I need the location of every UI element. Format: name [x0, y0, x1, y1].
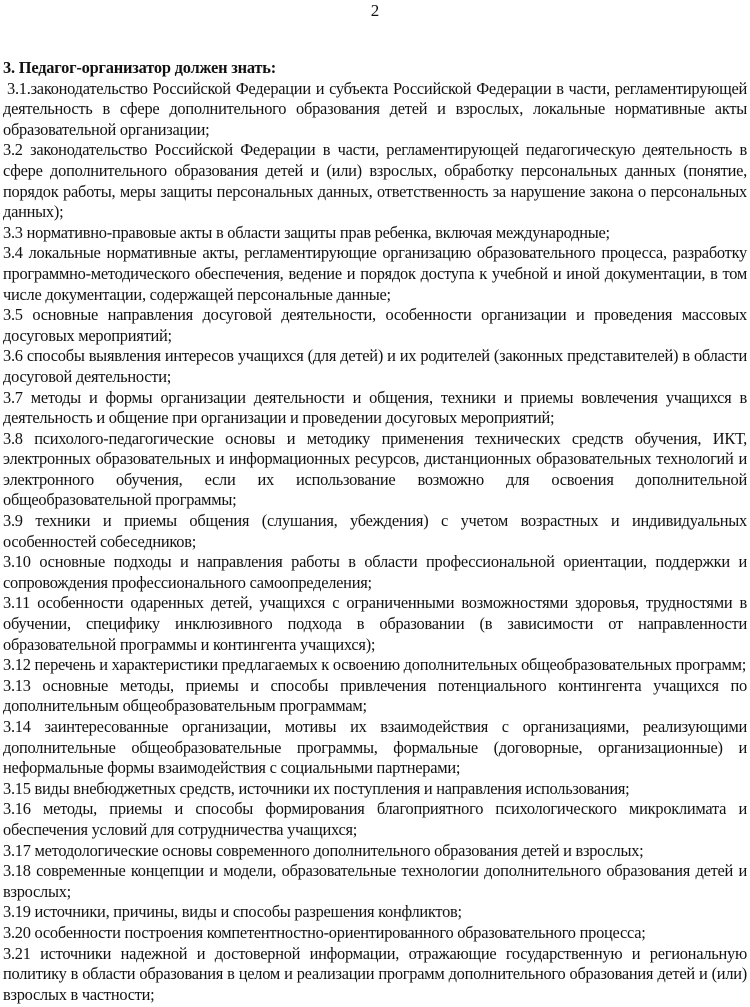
section-heading: 3. Педагог-организатор должен знать: [3, 58, 276, 77]
list-item-3-4: 3.4 локальные нормативные акты, регламентирующие организацию образовательного процесса, разработку программно-методического обеспечения, ведение и порядок доступа к учебной и иной документации, в том числе документации, содержащей персональные данные; [3, 243, 747, 304]
list-item-3-2: 3.2 законодательство Российской Федерации в части, регламентирующей педагогическую деятельность в сфере дополнительного образования детей и (или) взрослых, обработку персональных данных (понятие, порядок работы, меры защиты персональных данных, ответственность за нарушение закона о персональных данных); [3, 140, 747, 222]
list-item-3-11: 3.11 особенности одаренных детей, учащихся с ограниченными возможностями здоровья, трудностями в обучении, специфику инклюзивного подхода в образовании (в зависимости от направленности образовательной программы и контингента учащихся); [3, 593, 747, 654]
list-item-3-21: 3.21 источники надежной и достоверной информации, отражающие государственную и региональную политику в области образования в целом и реализации программ дополнительного образования детей и (или) взрослых в частности; [3, 943, 747, 1004]
list-item-3-12: 3.12 перечень и характеристики предлагаемых к освоению дополнительных общеобразовательных программ; [3, 655, 747, 675]
list-item-3-19: 3.19 источники, причины, виды и способы разрешения конфликтов; [3, 902, 462, 922]
list-item-3-1: 3.1.законодательство Российской Федерации и субъекта Российской Федерации в части, регламентирующей деятельность в сфере дополнительного образования детей и взрослых, локальные нормативные акты образовательной организации; [3, 78, 747, 139]
list-item-3-18: 3.18 современные концепции и модели, образовательные технологии дополнительного образования детей и взрослых; [3, 861, 747, 901]
list-item-3-13: 3.13 основные методы, приемы и способы привлечения потенциального контингента учащихся по дополнительным общеобразовательным программам; [3, 675, 747, 716]
document-body [3, 58, 747, 1005]
list-item-3-14: 3.14 заинтересованные организации, мотивы их взаимодействия с организациями, реализующими дополнительные общеобразовательные программы, формальные (договорные, организационные) и неформальные формы взаимодействия с социальными партнерами; [3, 717, 747, 778]
list-item-3-20: 3.20 особенности построения компетентностно-ориентированного образовательного процесса; [3, 922, 646, 942]
page-number: 2 [370, 1, 380, 20]
list-item-3-10: 3.10 основные подходы и направления работы в области профессиональной ориентации, поддержки и сопровождения профессионального самоопределения; [3, 552, 747, 592]
list-item-3-6: 3.6 способы выявления интересов учащихся (для детей) и их родителей (законных представителей) в области досуговой деятельности; [3, 346, 747, 386]
list-item-3-3: 3.3 нормативно-правовые акты в области защиты прав ребенка, включая международные; [3, 222, 610, 242]
list-item-3-8: 3.8 психолого-педагогические основы и методику применения технических средств обучения, ИКТ, электронных образовательных и информационных ресурсов, дистанционных образовательных технологий и электронного обучения, если их использование возможно для освоения дополнительной общеобразовательной программы; [3, 428, 747, 510]
list-item-3-15: 3.15 виды внебюджетных средств, источники их поступления и направления использования; [3, 778, 630, 798]
list-item-3-5: 3.5 основные направления досуговой деятельности, особенности организации и проведения массовых досуговых мероприятий; [3, 305, 747, 345]
list-item-3-9: 3.9 техники и приемы общения (слушания, убеждения) с учетом возрастных и индивидуальных особенностей собеседников; [3, 511, 747, 551]
list-item-3-7: 3.7 методы и формы организации деятельности и общения, техники и приемы вовлечения учащихся в деятельность и общение при организации и проведении досуговых мероприятий; [3, 387, 747, 428]
list-item-3-17: 3.17 методологические основы современного дополнительного образования детей и взрослых; [3, 840, 644, 860]
list-item-3-16: 3.16 методы, приемы и способы формирования благоприятного психологического микроклимата и обеспечения условий для сотрудничества учащихся; [3, 799, 747, 839]
